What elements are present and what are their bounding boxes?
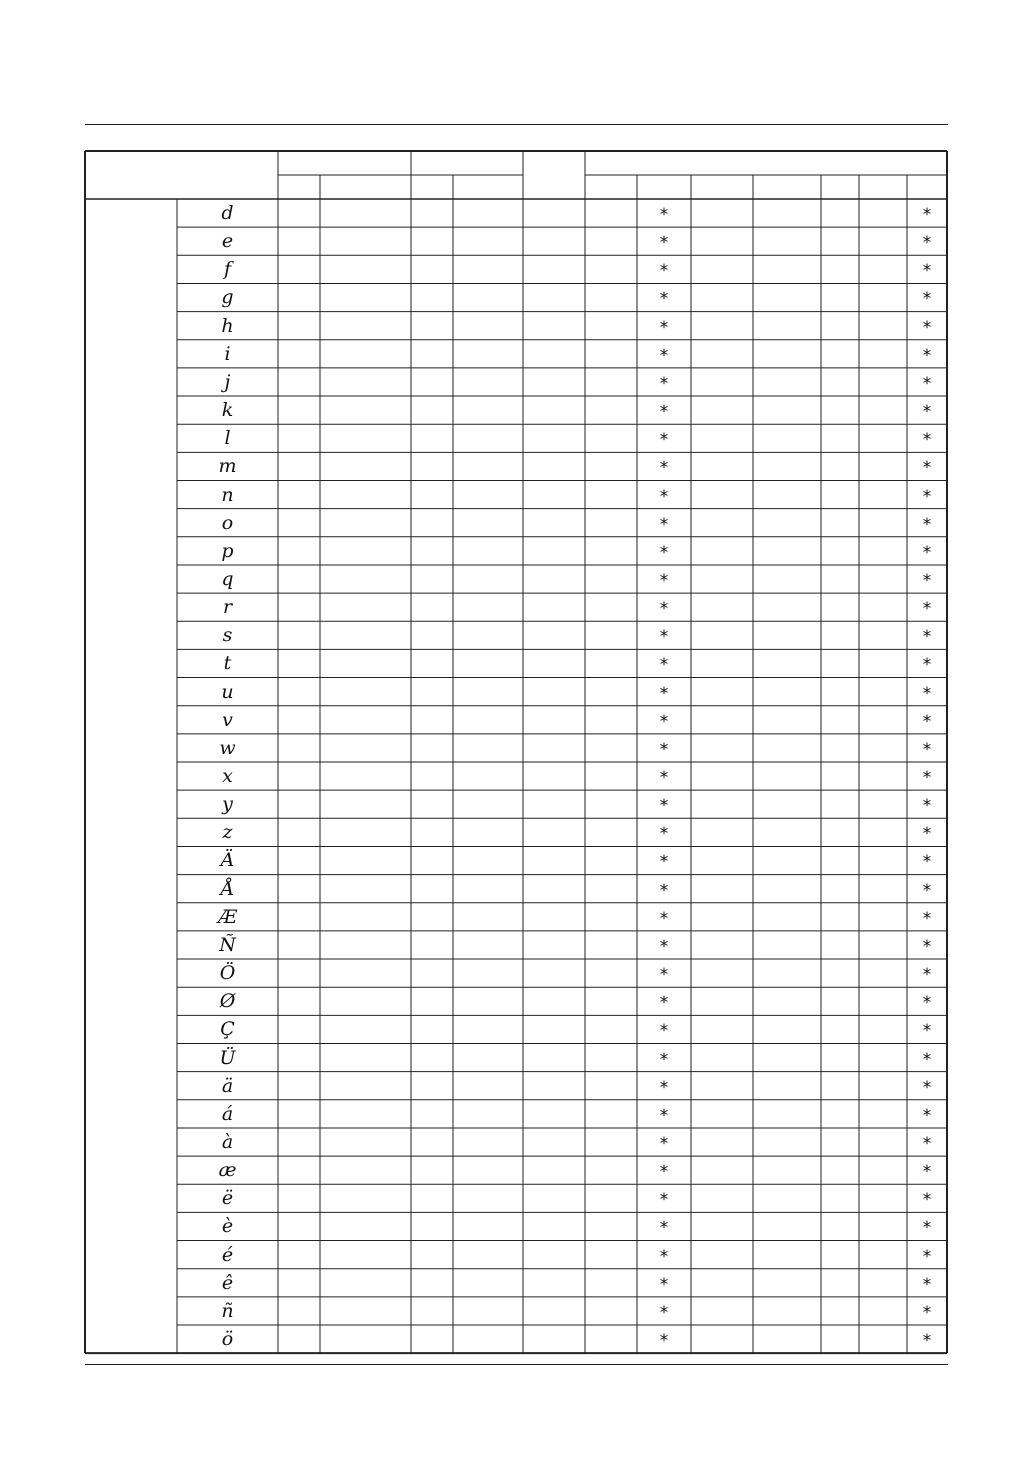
character-glyph: f [223, 258, 232, 281]
character-glyph: Ç [220, 1018, 235, 1041]
character-glyph: Æ [217, 905, 238, 928]
asterisk-mark: * [659, 1105, 669, 1126]
asterisk-mark: * [922, 1133, 932, 1154]
asterisk-mark: * [659, 880, 669, 901]
asterisk-mark: * [659, 655, 669, 676]
character-glyph: æ [218, 1159, 237, 1182]
asterisk-mark: * [659, 1077, 669, 1098]
character-glyph: m [218, 455, 237, 478]
asterisk-mark: * [922, 796, 932, 817]
asterisk-mark: * [922, 430, 932, 451]
asterisk-mark: * [922, 261, 932, 282]
asterisk-mark: * [922, 1190, 932, 1211]
character-glyph: ä [221, 1074, 234, 1097]
character-glyph: ê [221, 1271, 234, 1294]
character-glyph: x [222, 765, 233, 787]
asterisk-mark: * [922, 1246, 932, 1267]
asterisk-mark: * [922, 655, 932, 676]
asterisk-mark: * [922, 345, 932, 366]
asterisk-mark: * [659, 542, 669, 563]
asterisk-mark: * [922, 486, 932, 507]
character-glyph: h [221, 314, 234, 337]
asterisk-mark: * [922, 402, 932, 423]
character-glyph: ö [221, 1328, 234, 1350]
asterisk-mark: * [922, 317, 932, 338]
character-glyph: q [221, 567, 234, 590]
asterisk-mark: * [659, 852, 669, 873]
asterisk-mark: * [922, 908, 932, 929]
character-glyph: à [221, 1130, 234, 1153]
character-glyph: r [222, 596, 233, 619]
asterisk-mark: * [922, 824, 932, 845]
asterisk-mark: * [922, 289, 932, 310]
asterisk-mark: * [659, 993, 669, 1014]
character-glyph: Å [220, 877, 235, 900]
asterisk-mark: * [659, 1133, 669, 1154]
character-glyph: t [223, 652, 232, 675]
asterisk-mark: * [922, 936, 932, 957]
asterisk-mark: * [659, 1274, 669, 1295]
asterisk-mark: * [659, 1049, 669, 1070]
character-glyph: Ü [219, 1046, 236, 1069]
asterisk-mark: * [922, 599, 932, 620]
asterisk-mark: * [659, 458, 669, 479]
character-glyph: j [224, 370, 231, 393]
asterisk-mark: * [659, 430, 669, 451]
character-glyph: z [222, 821, 233, 844]
asterisk-mark: * [659, 373, 669, 394]
asterisk-mark: * [922, 711, 932, 732]
character-glyph: Ø [219, 990, 236, 1013]
character-glyph: i [224, 342, 231, 365]
asterisk-mark: * [659, 1218, 669, 1239]
character-glyph: ñ [221, 1299, 234, 1322]
asterisk-mark: * [922, 1302, 932, 1323]
character-glyph: o [221, 511, 234, 534]
asterisk-mark: * [922, 1049, 932, 1070]
character-glyph: Ä [220, 849, 235, 872]
asterisk-mark: * [659, 570, 669, 591]
asterisk-mark: * [659, 261, 669, 282]
asterisk-mark: * [659, 599, 669, 620]
asterisk-mark: * [922, 542, 932, 563]
asterisk-mark: * [922, 1274, 932, 1295]
character-glyph: w [219, 736, 236, 759]
asterisk-mark: * [659, 908, 669, 929]
asterisk-mark: * [922, 993, 932, 1014]
character-glyph: s [222, 624, 233, 647]
asterisk-mark: * [659, 683, 669, 704]
character-glyph: g [221, 286, 234, 309]
asterisk-mark: * [659, 402, 669, 423]
asterisk-mark: * [922, 965, 932, 986]
asterisk-mark: * [659, 205, 669, 225]
asterisk-mark: * [659, 233, 669, 254]
asterisk-mark: * [922, 739, 932, 760]
asterisk-mark: * [659, 768, 669, 788]
asterisk-mark: * [922, 205, 932, 225]
asterisk-mark: * [659, 796, 669, 817]
character-glyph: d [221, 202, 234, 224]
asterisk-mark: * [922, 1331, 932, 1351]
asterisk-mark: * [659, 965, 669, 986]
asterisk-mark: * [659, 936, 669, 957]
asterisk-mark: * [659, 711, 669, 732]
character-glyph: v [222, 708, 233, 731]
character-glyph: e [221, 230, 234, 253]
asterisk-mark: * [659, 1021, 669, 1042]
asterisk-mark: * [922, 1021, 932, 1042]
character-glyph: á [221, 1102, 234, 1125]
asterisk-mark: * [922, 373, 932, 394]
asterisk-mark: * [922, 458, 932, 479]
asterisk-mark: * [659, 1190, 669, 1211]
character-glyph: n [221, 483, 234, 506]
asterisk-mark: * [922, 570, 932, 591]
asterisk-mark: * [659, 1162, 669, 1183]
asterisk-mark: * [922, 1162, 932, 1183]
asterisk-mark: * [922, 852, 932, 873]
asterisk-mark: * [659, 1331, 669, 1351]
asterisk-mark: * [922, 768, 932, 788]
asterisk-mark: * [922, 1077, 932, 1098]
asterisk-mark: * [659, 345, 669, 366]
character-glyph: k [221, 399, 234, 422]
character-glyph: Ñ [219, 933, 236, 956]
asterisk-mark: * [659, 627, 669, 648]
character-glyph: p [221, 539, 234, 562]
character-glyph: é [221, 1243, 234, 1266]
asterisk-mark: * [659, 317, 669, 338]
character-glyph: Ö [219, 962, 236, 985]
asterisk-mark: * [659, 514, 669, 535]
asterisk-mark: * [659, 1246, 669, 1267]
asterisk-mark: * [922, 514, 932, 535]
asterisk-mark: * [659, 289, 669, 310]
character-glyph: u [221, 680, 234, 703]
asterisk-mark: * [659, 739, 669, 760]
asterisk-mark: * [922, 627, 932, 648]
asterisk-mark: * [659, 1302, 669, 1323]
asterisk-mark: * [922, 233, 932, 254]
asterisk-mark: * [659, 486, 669, 507]
asterisk-mark: * [922, 683, 932, 704]
character-glyph: ë [221, 1187, 234, 1210]
character-glyph: l [224, 427, 231, 450]
character-glyph: y [222, 793, 233, 816]
asterisk-mark: * [659, 824, 669, 845]
character-glyph: è [221, 1215, 234, 1238]
asterisk-mark: * [922, 880, 932, 901]
asterisk-mark: * [922, 1105, 932, 1126]
asterisk-mark: * [922, 1218, 932, 1239]
